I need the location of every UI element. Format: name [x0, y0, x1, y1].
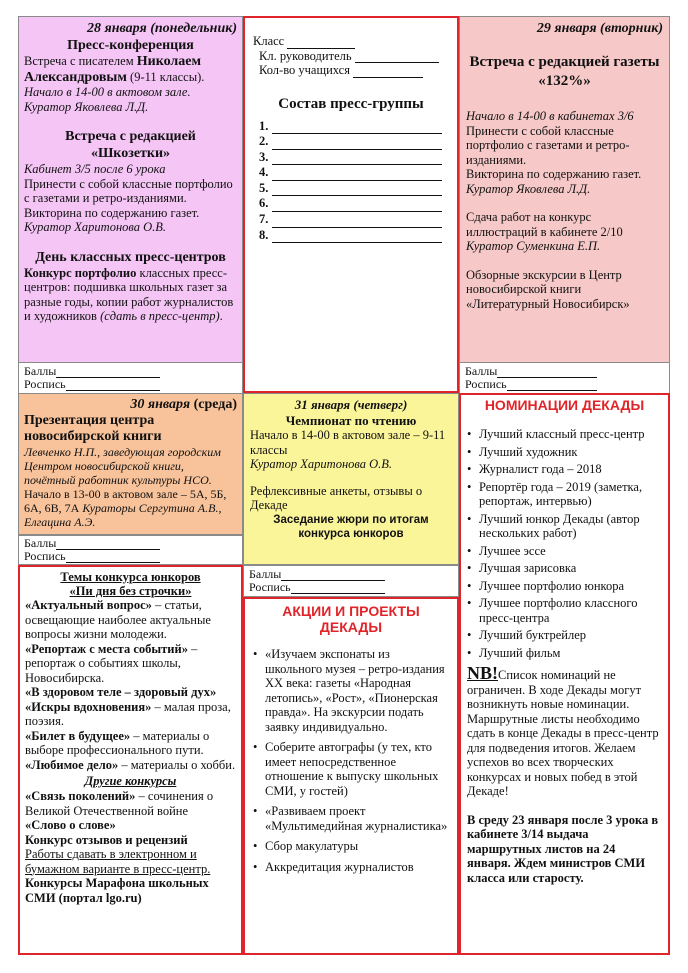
day31-panel	[243, 393, 459, 565]
jury-meeting: Заседание жюри по итогам конкурса юнкоров	[273, 513, 429, 540]
press-group-row	[253, 212, 449, 228]
press-group-number: 3.	[259, 149, 269, 164]
press-group-list	[253, 119, 449, 244]
day28-sign-label: Роспись	[24, 377, 66, 391]
portfolio-contest: Конкурс портфолио классных пресс-центров: подшивка школьных газет за разные годы, копии работ журналистов и художников (сдать в пресс-центр).	[24, 265, 234, 323]
nominations-list	[467, 427, 662, 660]
day28-quiz-text: Викторина по содержанию газет.	[24, 205, 200, 220]
day29-title: Встреча с редакцией газеты «132%»	[469, 54, 660, 89]
junkors-topics	[25, 598, 236, 772]
shkozetki-room: Кабинет 3/5 после 6 урока	[24, 162, 166, 176]
press-group-number: 7.	[259, 212, 269, 227]
action-item: • Сбор макулатуры	[253, 839, 449, 854]
day28-curator1: Куратор Яковлева Л.Д.	[24, 99, 149, 114]
press-group-row	[253, 181, 449, 197]
day29-start-info: Начало в 14-00 в кабинетах 3/6	[466, 109, 634, 123]
day30-title: Презентация центра новосибирской книги	[24, 413, 162, 444]
press-group-row	[253, 196, 449, 212]
press-group-row	[253, 150, 449, 166]
day31-curator: Куратор Харитонова О.В.	[250, 457, 393, 471]
day30-presenter: Левченко Н.П., заведующая городским Центром новосибирской книги, почётный работник культуры НСО.	[24, 445, 221, 487]
teacher-field: Кл. руководитель	[253, 49, 449, 64]
press-group-number: 1.	[259, 118, 269, 133]
day31-sign-label: Роспись	[249, 580, 291, 594]
class-field: Класс	[253, 34, 449, 49]
day29-score-label: Баллы	[465, 364, 498, 378]
press-group-member-line[interactable]	[272, 242, 442, 243]
nomination-item: • Лучший классный пресс-центр	[467, 427, 662, 442]
day30-sign-line	[66, 562, 160, 563]
day29-curator1: Куратор Яковлева Л.Д.	[466, 181, 591, 196]
nomination-item: • Лучший буктрейлер	[467, 628, 662, 643]
day28-date: 28 января (понедельник)	[87, 21, 237, 36]
day28-start-info: Начало в 14-00 в актовом зале.	[24, 85, 191, 99]
action-item: • «Изучаем экспонаты из школьного музея – ретро-издания ХХ века: газеты «Народная летопись», «Рост», «Пионерская правда». На экскурсии подать заявку индивидуально.	[253, 647, 449, 734]
day31-sign-line	[291, 593, 385, 594]
nb-label: NB!	[467, 663, 498, 683]
junkors-panel	[18, 565, 243, 955]
students-input-line[interactable]	[353, 77, 423, 78]
press-group-row	[253, 119, 449, 135]
other-contest-1: «Связь поколений» – сочинения о Великой Отечественной войне	[25, 789, 214, 818]
junkors-subtitle: «Пи дня без строчки»	[69, 584, 192, 598]
writer-meeting: Встреча с писателем Николаем Александровым (9-11 классы).	[24, 54, 205, 85]
other-contest-3: Конкурс отзывов и рецензий	[25, 832, 188, 847]
day29-date: 29 января (вторник)	[536, 21, 663, 36]
writer-name: Николаем Александровым	[24, 54, 202, 85]
actions-title: АКЦИИ И ПРОЕКТЫ ДЕКАДЫ	[282, 603, 420, 635]
press-group-title: Состав пресс-группы	[278, 95, 424, 112]
press-group-number: 2.	[259, 134, 269, 149]
junkor-topic: «Репортаж с места событий» – репортаж о событиях школы, Новосибирска.	[25, 641, 198, 685]
nomination-item: • Лучший юнкор Декады (автор нескольких работ)	[467, 512, 662, 541]
day29-portfolio-text: Принести с собой классные портфолио с газетами и ретро-изданиями.	[466, 123, 630, 167]
day31-score-box	[243, 565, 459, 597]
press-group-number: 4.	[259, 165, 269, 180]
day29-curator2: Куратор Суменкина Е.П.	[466, 239, 601, 253]
day31-date: 31 января (четверг)	[294, 397, 408, 412]
press-group-row	[253, 134, 449, 150]
nomination-item: • Лучшее портфолио юнкора	[467, 579, 662, 594]
day30-score-label: Баллы	[24, 536, 57, 550]
nomination-item: • Репортёр года – 2019 (заметка, репортаж, интервью)	[467, 480, 662, 509]
nomination-item: • Лучший фильм	[467, 646, 662, 661]
nominations-title: НОМИНАЦИИ ДЕКАДЫ	[484, 397, 645, 413]
nominations-panel	[459, 393, 670, 955]
action-item: • «Развиваем проект «Мультимедийная журналистика»	[253, 804, 449, 833]
day30-start-info: Начало в 13-00 в актовом зале – 5А, 5Б, 6А, 6В, 7А Кураторы Сергутина А.В., Елгацина А.Э.	[24, 487, 227, 529]
day30-date: 30 января (среда)	[130, 397, 237, 412]
press-group-form	[243, 16, 459, 393]
day29-sign-label: Роспись	[465, 377, 507, 391]
day31-title: Чемпионат по чтению	[285, 413, 417, 428]
day29-quiz-text: Викторина по содержанию газет.	[466, 167, 642, 181]
press-centers-title: День классных пресс-центров	[35, 249, 226, 265]
other-contests-title: Другие конкурсы	[84, 774, 177, 788]
day28-curator2: Куратор Харитонова О.В.	[24, 220, 167, 234]
day29-sign-line	[507, 390, 597, 391]
day30-score-box	[18, 535, 243, 565]
actions-list	[253, 647, 449, 874]
junkor-topic: «В здоровом теле – здоровый дух»	[25, 685, 217, 699]
action-item: • Соберите автографы (у тех, кто имеет непосредственное отношение к выпуску школьных СМИ, у гостей)	[253, 740, 449, 798]
illustration-contest: Сдача работ на конкурс иллюстраций в кабинете 2/10	[466, 210, 623, 239]
nb-note: NB!Список номинаций не ограничен. В ходе Декады могут возникнуть новые номинации. Маршрутные листы необходимо сдать в конце Декады в пресс-центр для подведения итогов. Желаем успехов во всех творческих конкурсах и новых побед в этой Декаде!	[467, 663, 659, 798]
route-sheet-notice: В среду 23 января после 3 урока в кабинете 3/14 выдача маршрутных листов на 24 января. Ждем министров СМИ класса или старосту.	[467, 812, 659, 885]
day28-portfolio-text: Принести с собой классные портфолио с газетами и ретро-изданиями.	[24, 176, 233, 205]
junkor-topic: «Билет в будущее» – материалы о выборе профессионального пути.	[25, 728, 210, 757]
day29-score-box	[459, 362, 670, 394]
nomination-item: • Журналист года – 2018	[467, 462, 662, 477]
excursion-text: Обзорные экскурсии в Центр новосибирской книги «Литературный Новосибирск»	[466, 267, 630, 311]
day28-panel	[18, 16, 243, 393]
junkor-topic: «Искры вдохновения» – малая проза, поэзия.	[25, 699, 231, 728]
press-conference-title: Пресс-конференция	[67, 38, 194, 53]
actions-panel	[243, 597, 459, 955]
nomination-item: • Лучшее эссе	[467, 544, 662, 559]
day31-score-label: Баллы	[249, 567, 282, 581]
students-field: Кол-во учащихся	[253, 63, 449, 78]
nomination-item: • Лучший художник	[467, 445, 662, 460]
day28-sign-line	[66, 390, 160, 391]
day28-score-label: Баллы	[24, 364, 57, 378]
day30-panel	[18, 393, 243, 535]
junkor-topic: «Актуальный вопрос» – статьи, освещающие наиболее актуальные вопросы жизни молодежи.	[25, 598, 211, 641]
press-group-number: 6.	[259, 196, 269, 211]
day29-panel	[459, 16, 670, 393]
junkors-title: Темы конкурса юнкоров	[60, 570, 201, 584]
submit-note: Работы сдавать в электронном и бумажном варианте в пресс-центр.	[25, 847, 211, 876]
other-contest-2: «Слово о слове»	[25, 818, 116, 832]
shkozetki-title: Встреча с редакцией «Шкозетки»	[65, 129, 196, 161]
press-group-number: 8.	[259, 227, 269, 242]
day28-score-box	[18, 362, 243, 394]
press-group-row	[253, 165, 449, 181]
day31-start-info: Начало в 14-00 в актовом зале – 9-11 классы	[250, 428, 446, 457]
nomination-item: • Лучшая зарисовка	[467, 561, 662, 576]
press-group-number: 5.	[259, 180, 269, 195]
nomination-item: • Лучшее портфолио классного пресс-центра	[467, 596, 662, 625]
day30-sign-label: Роспись	[24, 549, 66, 563]
junkor-topic: «Любимое дело» – материалы о хобби.	[25, 757, 236, 772]
reflection-text: Рефлексивные анкеты, отзывы о Декаде	[250, 483, 423, 512]
action-item: • Аккредитация журналистов	[253, 860, 449, 875]
marathon-contests: Конкурсы Марафона школьных СМИ (портал lgo.ru)	[25, 876, 209, 905]
press-group-row	[253, 228, 449, 244]
